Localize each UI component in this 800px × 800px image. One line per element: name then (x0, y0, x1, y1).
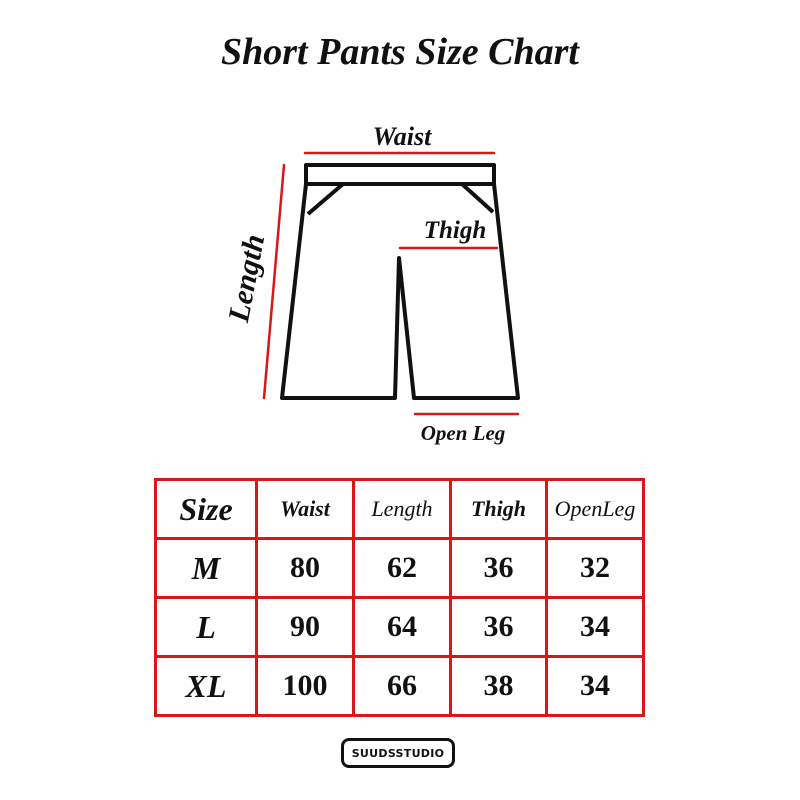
brand-logo (341, 738, 455, 768)
table-row (156, 539, 644, 598)
thigh-cell: 38 (451, 657, 547, 716)
page-title: Short Pants Size Chart (221, 31, 579, 73)
thigh-label: Thigh (423, 217, 487, 244)
length-cell: 66 (354, 657, 451, 716)
length-cell: 62 (354, 539, 451, 598)
table-row (156, 657, 644, 716)
length-cell: 64 (354, 598, 451, 657)
open-leg-label: Open Leg (420, 421, 506, 445)
column-header-openleg: OpenLeg (547, 480, 644, 539)
column-header-waist: Waist (257, 480, 354, 539)
waist-label: Waist (372, 122, 432, 151)
table-row (156, 598, 644, 657)
waistband (306, 165, 494, 184)
thigh-cell: 36 (451, 539, 547, 598)
thigh-cell: 36 (451, 598, 547, 657)
length-label: Length (222, 231, 272, 325)
openleg-cell: 32 (547, 539, 644, 598)
brand-name: SUUDSSTUDIO (351, 746, 445, 760)
waist-cell: 90 (257, 598, 354, 657)
table-header-row (156, 480, 644, 539)
column-header-length: Length (354, 480, 451, 539)
length-measure-line (264, 165, 284, 398)
size-cell: L (156, 598, 257, 657)
column-header-size: Size (156, 480, 257, 539)
size-cell: M (156, 539, 257, 598)
size-table (154, 478, 645, 717)
column-header-thigh: Thigh (451, 480, 547, 539)
shorts-outline (282, 165, 518, 398)
waist-cell: 80 (257, 539, 354, 598)
size-cell: XL (156, 657, 257, 716)
openleg-cell: 34 (547, 598, 644, 657)
waist-cell: 100 (257, 657, 354, 716)
openleg-cell: 34 (547, 657, 644, 716)
